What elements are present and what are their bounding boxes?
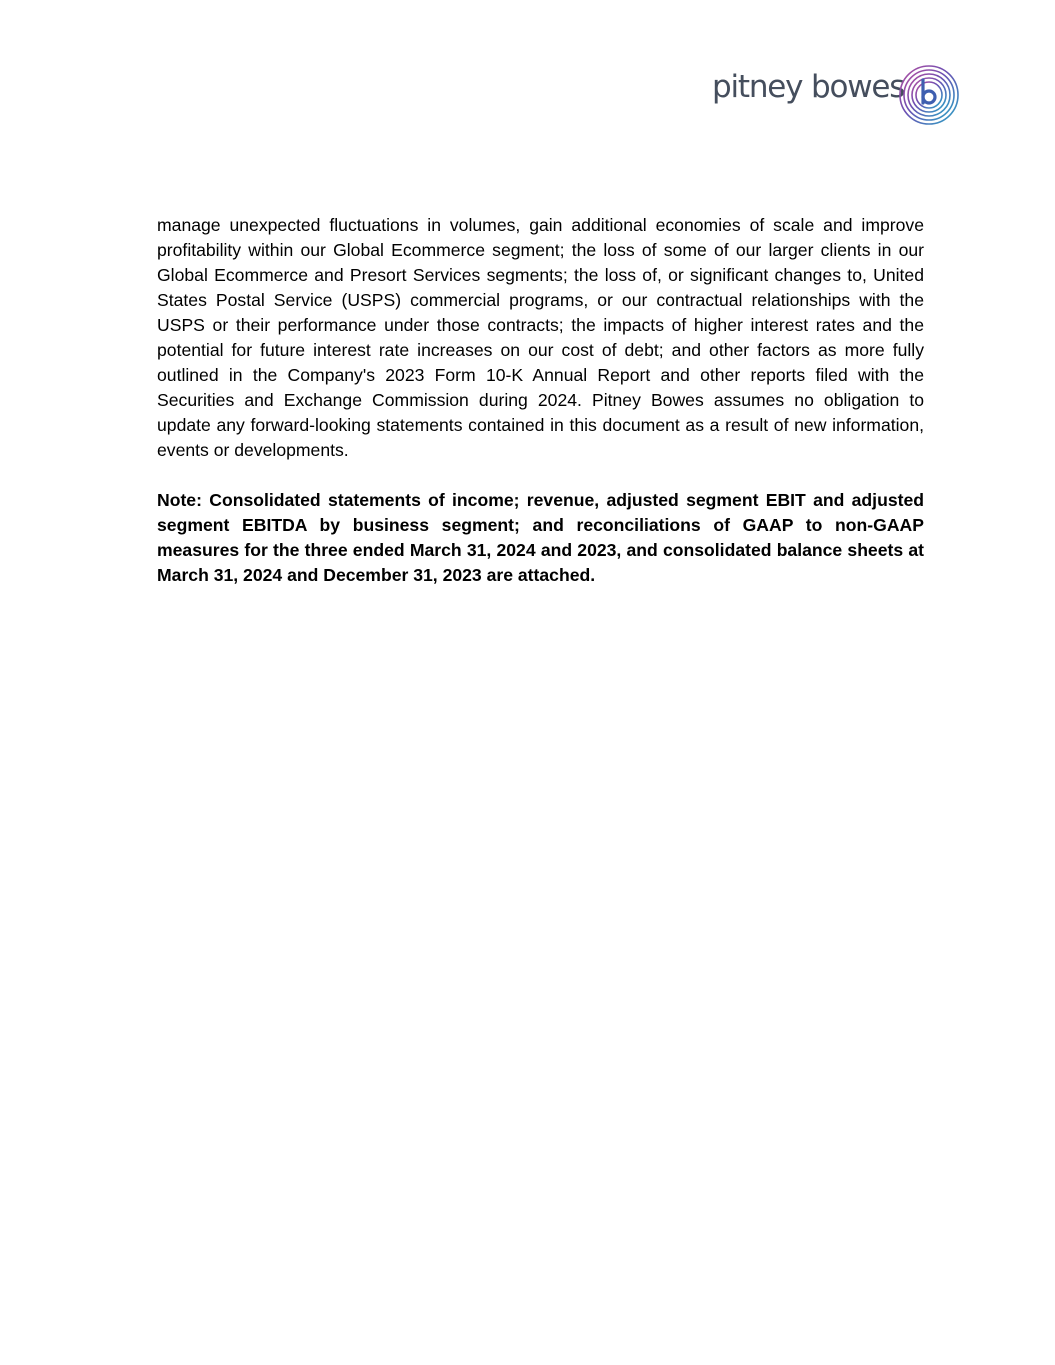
attachments-note: Note: Consolidated statements of income; revenue, adjusted segment EBIT and adjusted segment EBITDA by business segment; and reconciliations of GAAP to non-GAAP measures for the three ended March 31, 2024 and 2023, and consolidated balance sheets at March 31, 2024 and December 31, 2023 are attached. (157, 490, 924, 585)
pitney-bowes-logo-icon (898, 64, 960, 126)
document-body (157, 213, 924, 588)
forward-looking-statements-paragraph: manage unexpected fluctuations in volumes, gain additional economies of scale and improve profitability within our Global Ecommerce segment; the loss of some of our larger clients in our Global Ecommerce and Presort Services segments; the loss of, or significant changes to, United States Postal Service (USPS) commercial programs, or our contractual relationships with the USPS or their performance under those contracts; the impacts of higher interest rates and the potential for future interest rate increases on our cost of debt; and other factors as more fully outlined in the Company's 2023 Form 10-K Annual Report and other reports filed with the Securities and Exchange Commission during 2024. Pitney Bowes assumes no obligation to update any forward-looking statements contained in this document as a result of new information, events or developments. (157, 215, 924, 460)
logo-wordmark: pitney bowes (712, 69, 905, 105)
pitney-bowes-logo (712, 62, 962, 128)
